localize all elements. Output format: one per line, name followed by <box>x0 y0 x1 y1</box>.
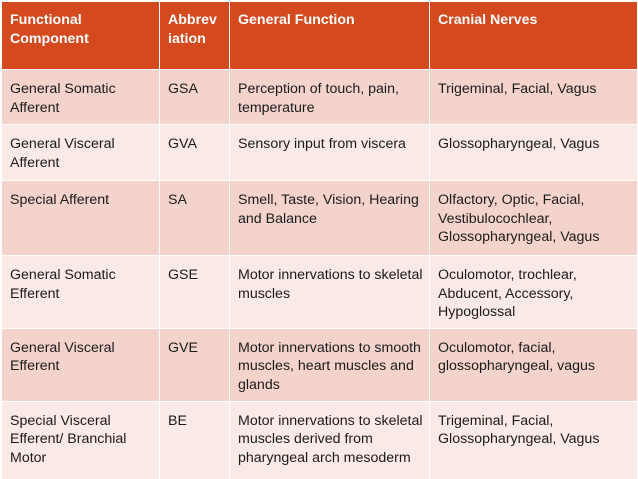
cranial-nerve-components-table <box>1 1 638 479</box>
cell-abbreviation: SA <box>160 181 230 256</box>
cell-abbreviation: GVE <box>160 328 230 401</box>
table-row <box>2 328 638 401</box>
cell-abbreviation: GVA <box>160 125 230 181</box>
cell-cranial-nerves: Glossopharyngeal, Vagus <box>430 125 638 181</box>
cell-general-function: Motor innervations to skeletal muscles derived from pharyngeal arch mesoderm <box>230 401 430 479</box>
cell-functional-component: General Somatic Afferent <box>2 70 160 125</box>
cell-cranial-nerves: Oculomotor, facial, glossopharyngeal, vagus <box>430 328 638 401</box>
cell-abbreviation: GSE <box>160 256 230 329</box>
table-row <box>2 125 638 181</box>
header-cranial-nerves: Cranial Nerves <box>430 2 638 70</box>
table-header-row <box>2 2 638 70</box>
header-abbreviation: Abbrev iation <box>160 2 230 70</box>
cell-abbreviation: BE <box>160 401 230 479</box>
cell-general-function: Sensory input from viscera <box>230 125 430 181</box>
table-row <box>2 256 638 329</box>
cell-functional-component: General Somatic Efferent <box>2 256 160 329</box>
header-general-function: General Function <box>230 2 430 70</box>
cell-functional-component: Special Afferent <box>2 181 160 256</box>
cell-functional-component: General Visceral Efferent <box>2 328 160 401</box>
cell-abbreviation: GSA <box>160 70 230 125</box>
cell-cranial-nerves: Oculomotor, trochlear, Abducent, Accessory, Hypoglossal <box>430 256 638 329</box>
table-row <box>2 401 638 479</box>
table-row <box>2 181 638 256</box>
cell-cranial-nerves: Trigeminal, Facial, Glossopharyngeal, Vagus <box>430 401 638 479</box>
cell-general-function: Motor innervations to skeletal muscles <box>230 256 430 329</box>
cell-functional-component: Special Visceral Efferent/ Branchial Motor <box>2 401 160 479</box>
cell-cranial-nerves: Olfactory, Optic, Facial, Vestibulocochlear, Glossopharyngeal, Vagus <box>430 181 638 256</box>
header-functional-component: Functional Component <box>2 2 160 70</box>
table-row <box>2 70 638 125</box>
cell-general-function: Smell, Taste, Vision, Hearing and Balance <box>230 181 430 256</box>
cell-cranial-nerves: Trigeminal, Facial, Vagus <box>430 70 638 125</box>
cell-functional-component: General Visceral Afferent <box>2 125 160 181</box>
cell-general-function: Motor innervations to smooth muscles, heart muscles and glands <box>230 328 430 401</box>
cell-general-function: Perception of touch, pain, temperature <box>230 70 430 125</box>
